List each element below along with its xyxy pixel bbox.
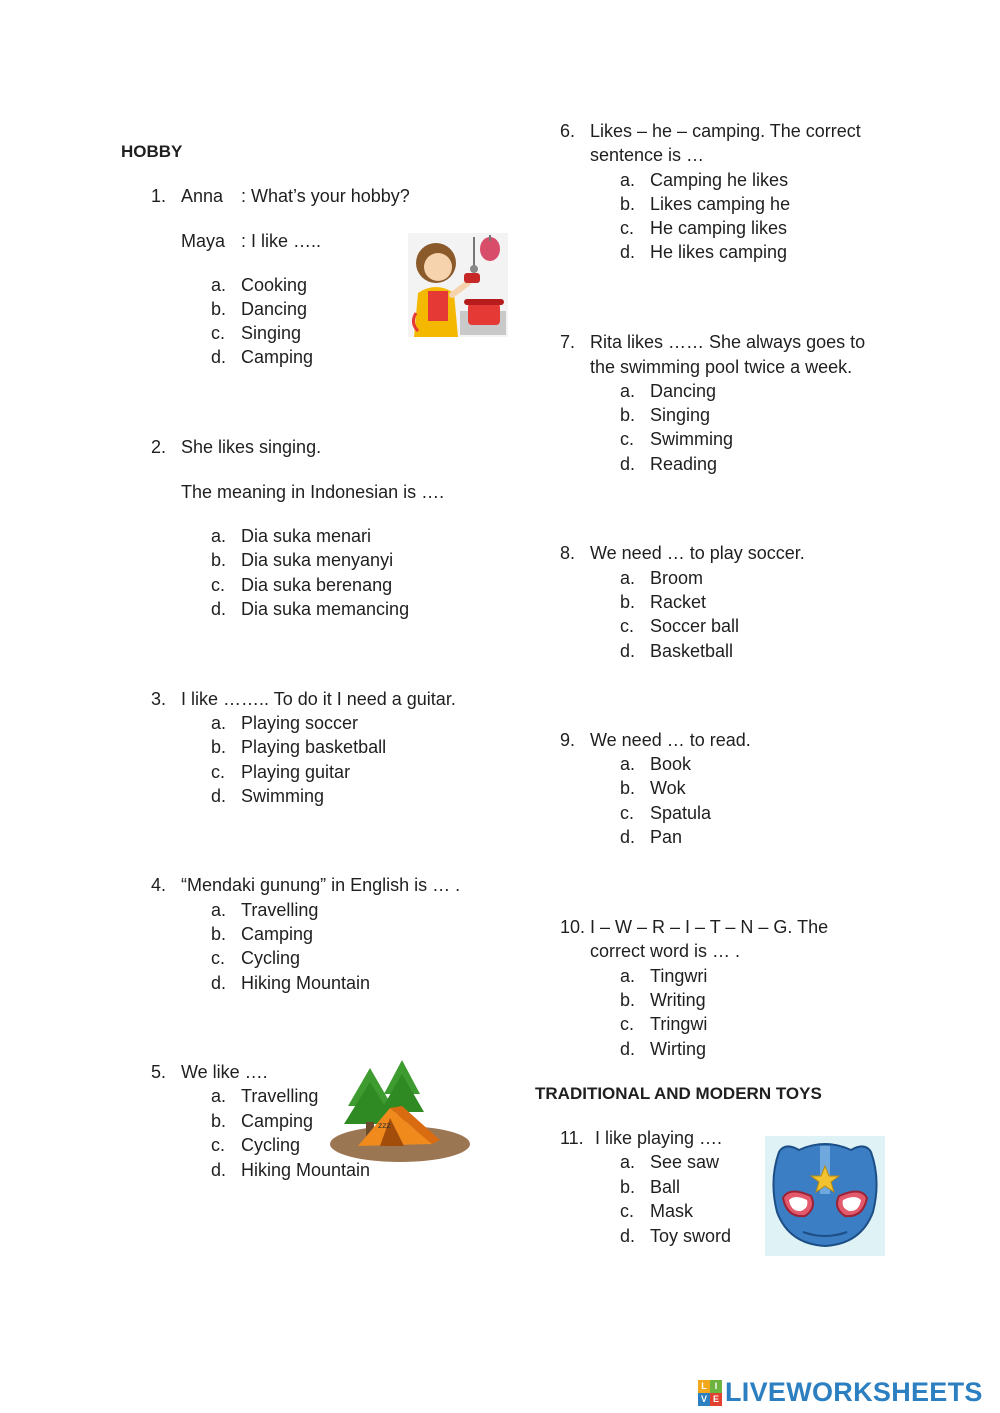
option-letter: c. [211,948,226,968]
option-b[interactable]: Camping [241,1111,314,1131]
option-d[interactable]: Wirting [650,1039,707,1059]
option-letter: c. [211,762,226,782]
option-b[interactable]: Dancing [241,299,308,319]
question-number: 9. [560,730,576,750]
option-b[interactable]: Ball [650,1177,681,1197]
option-a[interactable]: Playing soccer [241,713,359,733]
option-letter: b. [620,405,636,425]
question-text: “Mendaki gunung” in English is … . [181,875,461,895]
option-d[interactable]: Hiking Mountain [241,973,371,993]
question-text: correct word is … . [590,941,741,961]
liveworksheets-logo[interactable] [698,1377,983,1408]
question-number: 1. [151,186,167,206]
option-a[interactable]: Cooking [241,275,308,295]
option-letter: d. [211,347,227,367]
option-c[interactable]: Soccer ball [650,616,740,636]
option-c[interactable]: Singing [241,323,302,343]
dialog-text: : What’s your hobby? [241,186,410,206]
question-number: 8. [560,543,576,563]
option-c[interactable]: Cycling [241,948,301,968]
option-letter: d. [620,1226,636,1246]
question-number: 4. [151,875,167,895]
option-b[interactable]: Wok [650,778,686,798]
question-text: She likes singing. [181,437,322,457]
option-a[interactable]: Dia suka menari [241,526,372,546]
option-letter: d. [211,1160,227,1180]
option-letter: c. [620,803,635,823]
option-a[interactable]: Dancing [650,381,717,401]
option-letter: d. [620,454,636,474]
option-letter: a. [620,966,636,986]
option-letter: d. [211,786,227,806]
question-number: 2. [151,437,167,457]
option-letter: a. [620,754,636,774]
option-b[interactable]: Playing basketball [241,737,387,757]
option-c[interactable]: Swimming [650,429,734,449]
option-letter: b. [211,924,227,944]
option-a[interactable]: Book [650,754,692,774]
option-letter: d. [620,641,636,661]
option-letter: c. [211,575,226,595]
option-c[interactable]: Playing guitar [241,762,351,782]
question-text: We need … to read. [590,730,751,750]
option-b[interactable]: Racket [650,592,707,612]
option-letter: c. [620,1014,635,1034]
option-c[interactable]: Cycling [241,1135,301,1155]
svg-text:zzz: zzz [378,1121,391,1130]
option-letter: a. [211,1086,227,1106]
option-d[interactable]: Pan [650,827,683,847]
option-letter: d. [620,242,636,262]
option-letter: a. [620,381,636,401]
option-letter: d. [620,1039,636,1059]
option-d[interactable]: Camping [241,347,314,367]
option-letter: b. [211,299,227,319]
option-b[interactable]: Writing [650,990,706,1010]
question-number: 10. [560,917,586,937]
option-d[interactable]: Reading [650,454,718,474]
logo-badge-letter: E [710,1393,722,1406]
question-number: 6. [560,121,576,141]
cooking-girl-illustration [408,233,508,337]
option-letter: c. [620,429,635,449]
option-letter: a. [620,1152,636,1172]
option-d[interactable]: Dia suka memancing [241,599,410,619]
logo-badge-letter: L [698,1380,710,1393]
option-a[interactable]: Travelling [241,1086,319,1106]
option-c[interactable]: He camping likes [650,218,788,238]
question-text: Likes – he – camping. The correct [590,121,861,141]
question-text: the swimming pool twice a week. [590,357,853,377]
option-c[interactable]: Spatula [650,803,712,823]
dialog-speaker: Maya [181,231,226,251]
option-b[interactable]: Singing [650,405,711,425]
option-letter: c. [620,616,635,636]
option-letter: b. [620,592,636,612]
option-a[interactable]: Travelling [241,900,319,920]
option-letter: b. [620,778,636,798]
option-letter: c. [620,1201,635,1221]
option-letter: a. [620,170,636,190]
question-text: I – W – R – I – T – N – G. The [590,917,829,937]
option-letter: a. [211,275,227,295]
option-letter: b. [620,990,636,1010]
option-letter: b. [211,1111,227,1131]
option-letter: a. [620,568,636,588]
option-letter: a. [211,526,227,546]
option-letter: d. [211,973,227,993]
option-a[interactable]: See saw [650,1152,720,1172]
option-letter: a. [211,900,227,920]
question-text: I like …….. To do it I need a guitar. [181,689,456,709]
question-text: The meaning in Indonesian is …. [181,482,445,502]
option-d[interactable]: He likes camping [650,242,788,262]
option-c[interactable]: Dia suka berenang [241,575,393,595]
option-b[interactable]: Camping [241,924,314,944]
heading-toys: TRADITIONAL AND MODERN TOYS [535,1084,822,1103]
logo-badge-letter: I [710,1380,722,1393]
question-number: 5. [151,1062,167,1082]
superhero-mask-illustration [765,1136,885,1256]
logo-badge-letter: V [698,1393,710,1406]
option-letter: b. [620,194,636,214]
option-letter: c. [211,323,226,343]
option-b[interactable]: Dia suka menyanyi [241,550,394,570]
question-text: sentence is … [590,145,705,165]
question-number: 7. [560,332,576,352]
option-d[interactable]: Basketball [650,641,734,661]
question-text: Rita likes …… She always goes to [590,332,866,352]
option-a[interactable]: Tingwri [650,966,708,986]
option-d[interactable]: Swimming [241,786,325,806]
option-d[interactable]: Hiking Mountain [241,1160,371,1180]
option-letter: b. [620,1177,636,1197]
option-letter: a. [211,713,227,733]
logo-badge-icon [698,1380,722,1406]
option-a[interactable]: Broom [650,568,704,588]
heading-hobby: HOBBY [121,142,183,161]
dialog-text: : I like ….. [241,231,322,251]
option-c[interactable]: Tringwi [650,1014,708,1034]
question-number: 3. [151,689,167,709]
dialog-speaker: Anna [181,186,224,206]
question-number: 11. [560,1128,584,1148]
option-letter: d. [211,599,227,619]
option-letter: d. [620,827,636,847]
question-text: We need … to play soccer. [590,543,805,563]
camping-tent-illustration [328,1058,472,1166]
logo-text: LIVEWORKSHEETS [725,1377,983,1407]
option-a[interactable]: Camping he likes [650,170,789,190]
option-letter: c. [620,218,635,238]
option-letter: b. [211,737,227,757]
question-text: We like …. [181,1062,268,1082]
question-text: I like playing …. [595,1128,723,1148]
option-letter: b. [211,550,227,570]
option-c[interactable]: Mask [650,1201,694,1221]
option-letter: c. [211,1135,226,1155]
option-d[interactable]: Toy sword [650,1226,732,1246]
option-b[interactable]: Likes camping he [650,194,791,214]
